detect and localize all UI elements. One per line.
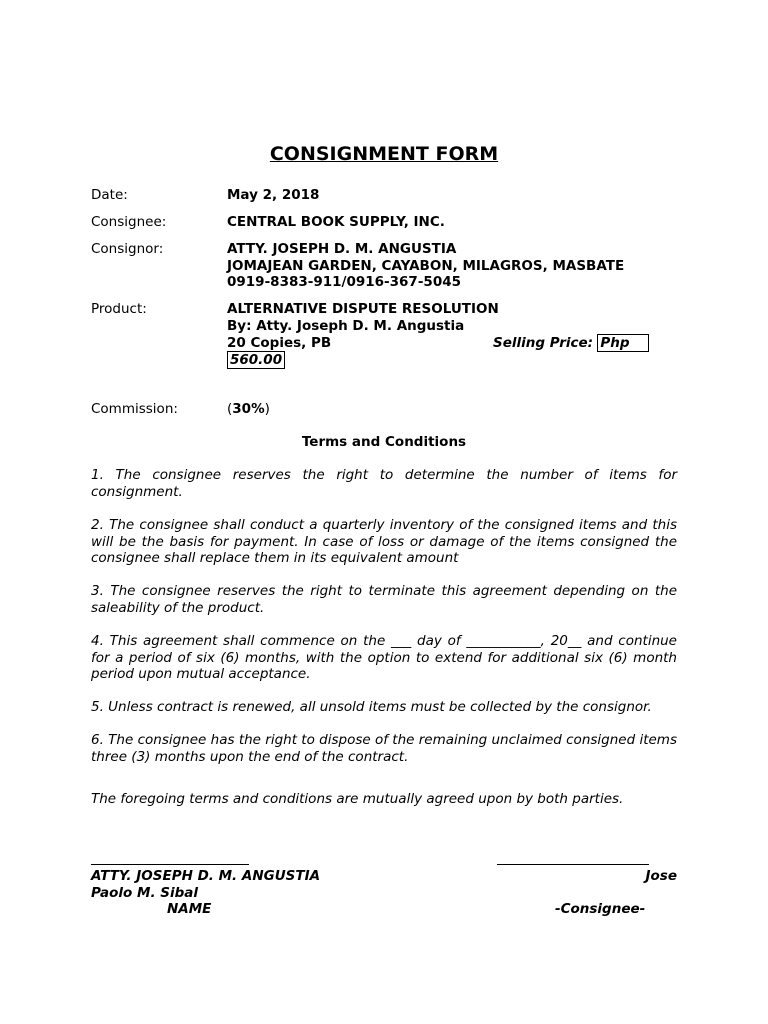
- form-title: CONSIGNMENT FORM: [269, 143, 499, 165]
- selling-price: [493, 335, 649, 352]
- term-item-4: 4. This agreement shall commence on the ___ day of ___________, 20__ and continue for a period of six (6) months, with the option to extend for additional six (6) month period upon mutual acceptance.: [91, 633, 677, 683]
- term-item-6: 6. The consignee has the right to dispose of the remaining unclaimed consigned items three (3) months upon the end of the contract.: [91, 732, 677, 765]
- signatory-left-name: ATTY. JOSEPH D. M. ANGUSTIA: [91, 868, 321, 884]
- signatory-right-name-part2: Paolo M. Sibal: [91, 885, 199, 901]
- signature-caption-consignee: -Consignee-: [555, 901, 646, 917]
- product-label: Product:: [91, 301, 147, 317]
- product-title: ALTERNATIVE DISPUTE RESOLUTION: [227, 301, 499, 317]
- signature-line-right: [497, 864, 649, 865]
- product-author: By: Atty. Joseph D. M. Angustia: [227, 318, 465, 334]
- selling-price-label: Selling Price:: [493, 335, 594, 351]
- signature-caption-name: NAME: [167, 901, 212, 917]
- term-item-5: 5. Unless contract is renewed, all unsold items must be collected by the consignor.: [91, 699, 652, 715]
- consignor-name: ATTY. JOSEPH D. M. ANGUSTIA: [227, 241, 457, 257]
- term-item-2: 2. The consignee shall conduct a quarterly inventory of the consigned items and this will be the basis for payment. In case of loss or damage of the items consigned the consignee shall replace them in its equivalent amount: [91, 517, 677, 567]
- date-value: May 2, 2018: [227, 187, 320, 203]
- consignee-label: Consignee:: [91, 214, 167, 230]
- selling-price-amount: 560.00: [227, 351, 285, 369]
- selling-price-amount-wrap: [227, 352, 285, 369]
- commission-open: (: [227, 401, 233, 417]
- agreement-statement: The foregoing terms and conditions are mutually agreed upon by both parties.: [91, 791, 624, 807]
- consignor-address: JOMAJEAN GARDEN, CAYABON, MILAGROS, MASBATE: [227, 258, 625, 274]
- product-copies: 20 Copies, PB: [227, 335, 332, 351]
- commission-label: Commission:: [91, 401, 178, 417]
- date-label: Date:: [91, 187, 128, 203]
- terms-heading: Terms and Conditions: [301, 434, 467, 450]
- consignor-label: Consignor:: [91, 241, 164, 257]
- commission-value-wrap: [227, 401, 270, 418]
- term-item-3: 3. The consignee reserves the right to terminate this agreement depending on the saleability of the product.: [91, 583, 677, 616]
- commission-value: 30%: [232, 401, 265, 417]
- commission-close: ): [264, 401, 270, 417]
- selling-price-currency: Php: [597, 334, 648, 352]
- signature-line-left: [91, 864, 249, 865]
- consignor-phone: 0919-8383-911/0916-367-5045: [227, 274, 461, 290]
- term-item-1: 1. The consignee reserves the right to determine the number of items for consignment.: [91, 467, 677, 500]
- signatory-right-name-part1: Jose: [645, 868, 677, 884]
- consignee-value: CENTRAL BOOK SUPPLY, INC.: [227, 214, 445, 230]
